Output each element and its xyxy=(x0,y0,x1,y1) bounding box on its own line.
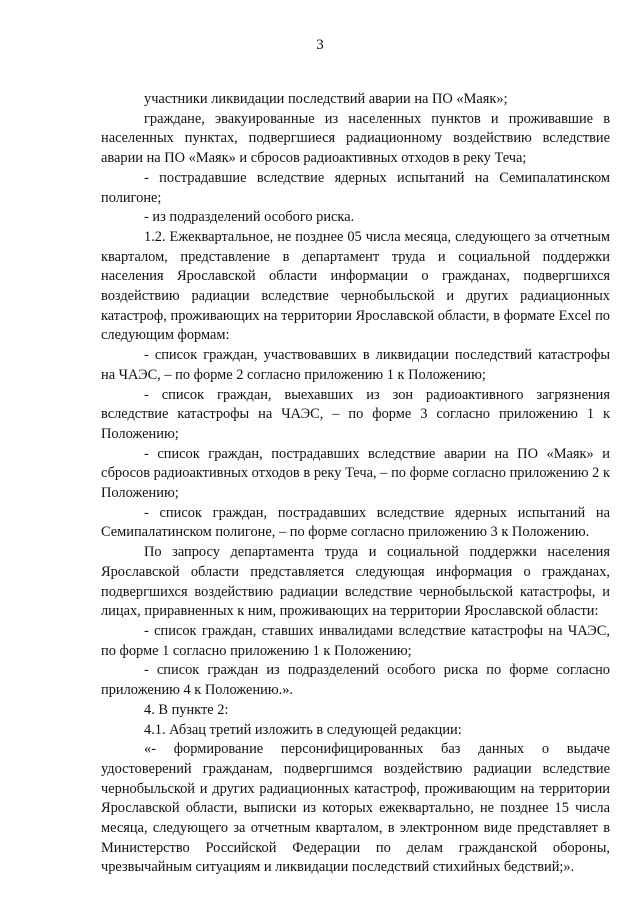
paragraph-list-chaes-liquidators: - список граждан, участвовавших в ликвидации последствий катастрофы на ЧАЭС, – по форме 2 согласно приложению 1 к Положению; xyxy=(101,347,610,383)
paragraph-clause-4-1: 4.1. Абзац третий изложить в следующей редакции: xyxy=(144,721,462,738)
paragraph-list-mayak: - список граждан, пострадавших вследствие аварии на ПО «Маяк» и сбросов радиоактивных отходов в реку Теча, – по форме согласно приложению 2 к Положению; xyxy=(101,445,610,502)
paragraph-list-disabled: - список граждан, ставших инвалидами вследствие катастрофы на ЧАЭС, по форме 1 согласно приложению 1 к Положению; xyxy=(101,622,610,659)
paragraph-mayak-liquidators: участники ликвидации последствий аварии на ПО «Маяк»; xyxy=(144,91,508,107)
paragraph-on-request: По запросу департамента труда и социальной поддержки населения Ярославской области представляется следующая информация о гражданах, подвергшихся воздействию радиации вследствие чернобыльской катастрофы, и лицах, приравненных к ним, проживающих на территории Ярославской области: xyxy=(101,544,610,620)
paragraph-list-semipalatinsk: - список граждан, пострадавших вследствие ядерных испытаний на Семипалатинском полигоне, – по форме согласно приложению 3 к Положению. xyxy=(101,504,610,541)
paragraph-semipalatinsk: - пострадавшие вследствие ядерных испытаний на Семипалатинском полигоне; xyxy=(101,169,610,206)
paragraph-clause-1-2: 1.2. Ежеквартальное, не позднее 05 числа месяца, следующего за отчетным кварталом, представление в департамент труда и социальной поддержки населения Ярославской области информации о гражданах, подвергшихся воздействию радиации вследствие чернобыльской и других радиационных катастроф, проживающих на территории Ярославской области, в формате Excel по следующим формам: xyxy=(101,228,610,344)
paragraph-clause-4: 4. В пункте 2: xyxy=(144,701,229,718)
paragraph-list-special-risk: - список граждан из подразделений особого риска по форме согласно приложению 4 к Положению.». xyxy=(101,662,610,699)
page-number: 3 xyxy=(316,37,324,53)
paragraph-special-risk: - из подразделений особого риска. xyxy=(144,209,355,226)
paragraph-list-chaes-evacuated: - список граждан, выехавших из зон радиоактивного загрязнения вследствие катастрофы на ЧАЭС, – по форме 3 согласно приложению 1 к Положению; xyxy=(101,386,610,442)
paragraph-evacuated-citizens: граждане, эвакуированные из населенных пунктов и проживавшие в населенных пунктах, подвергшиеся радиационному воздействию вследствие аварии на ПО «Маяк» и сбросов радиоактивных отходов в реку Теча; xyxy=(101,110,610,167)
paragraph-new-wording: «- формирование персонифицированных баз данных о выдаче удостоверений гражданам, подвергшимся воздействию радиации вследствие чернобыльской и других радиационных катастроф, проживающим на территории Ярославской области, выписки из которых ежеквартально, не позднее 15 числа месяца, следующего за отчетным кварталом, в электронном виде представляет в Министерство Российской Федерации по делам гражданской обороны, чрезвычайным ситуациям и ликвидации последствий стихийных бедствий;». xyxy=(101,741,610,876)
document-body xyxy=(101,90,610,878)
